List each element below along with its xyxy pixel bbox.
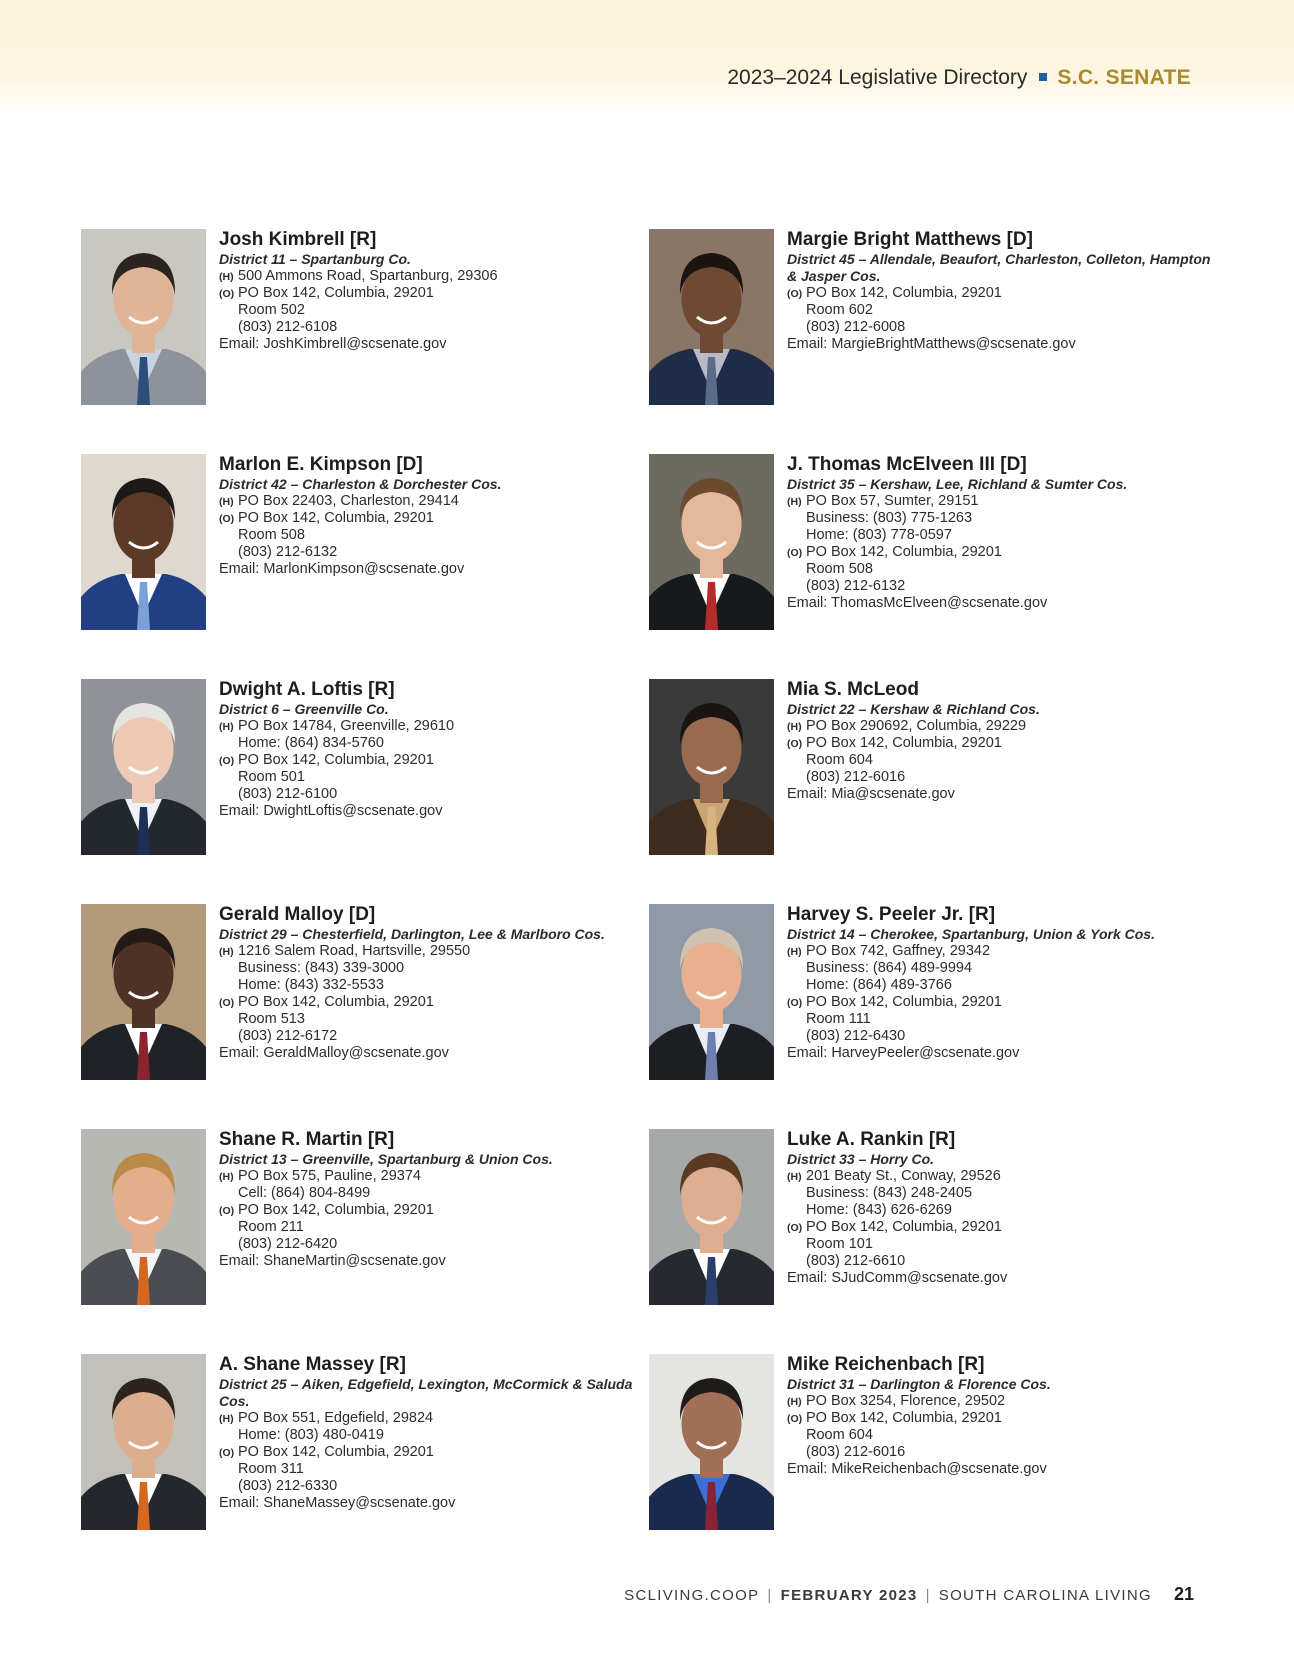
contact-line: [219, 977, 649, 994]
contact-line: [787, 977, 1217, 994]
contact-text: PO Box 142, Columbia, 29201: [806, 994, 1002, 1010]
contact-line: [219, 302, 649, 319]
senator-entry: [81, 454, 641, 634]
contact-line: [219, 1444, 649, 1461]
contact-line: [219, 943, 649, 960]
senator-contact-info: [787, 1354, 1217, 1478]
address-type-label: (H): [787, 946, 802, 958]
senator-district: District 11 – Spartanburg Co.: [219, 251, 411, 267]
contact-line: [219, 527, 649, 544]
contact-line: [787, 510, 1217, 527]
contact-text: Business: (864) 489-9994: [806, 960, 973, 976]
senator-district: District 42 – Charleston & Dorchester Cos.: [219, 476, 502, 492]
senator-email[interactable]: Email: HarveyPeeler@scsenate.gov: [787, 1045, 1020, 1061]
senator-email[interactable]: Email: MikeReichenbach@scsenate.gov: [787, 1461, 1047, 1477]
contact-line: [787, 493, 1217, 510]
contact-line: [787, 1202, 1217, 1219]
contact-line: [219, 786, 649, 803]
senator-entry: [81, 679, 641, 859]
senator-entry: [649, 904, 1209, 1084]
senator-name: Margie Bright Matthews [D]: [787, 229, 1033, 250]
contact-text: Home: (803) 480-0419: [238, 1427, 384, 1443]
address-type-label: (O): [219, 997, 235, 1009]
senator-contact-info: [219, 904, 649, 1062]
contact-text: PO Box 142, Columbia, 29201: [806, 1219, 1002, 1235]
contact-text: Room 211: [238, 1219, 304, 1235]
contact-text: Room 602: [806, 302, 873, 318]
contact-line: [219, 493, 649, 510]
contact-line: [219, 1219, 649, 1236]
contact-text: (803) 212-6430: [806, 1028, 906, 1044]
contact-text: Room 502: [238, 302, 305, 318]
senator-contact-info: [219, 1354, 649, 1512]
contact-text: Room 311: [238, 1461, 304, 1477]
contact-line: [787, 1427, 1217, 1444]
senator-name: Marlon E. Kimpson [D]: [219, 454, 423, 475]
contact-line: [219, 1478, 649, 1495]
contact-line: [219, 735, 649, 752]
senator-entry: [649, 454, 1209, 634]
senator-photo: [81, 454, 206, 630]
contact-line: [219, 960, 649, 977]
address-type-label: (H): [219, 946, 234, 958]
contact-text: Business: (803) 775-1263: [806, 510, 973, 526]
contact-text: Home: (843) 332-5533: [238, 977, 384, 993]
header-band: [0, 0, 1294, 108]
contact-text: (803) 212-6132: [806, 578, 906, 594]
senator-entry: [649, 679, 1209, 859]
footer-site: SCLIVING.COOP: [624, 1587, 760, 1604]
senator-district: District 31 – Darlington & Florence Cos.: [787, 1376, 1051, 1392]
footer-divider: |: [925, 1587, 931, 1604]
senator-email[interactable]: Email: SJudComm@scsenate.gov: [787, 1270, 1008, 1286]
contact-text: Home: (803) 778-0597: [806, 527, 952, 543]
senator-district: District 13 – Greenville, Spartanburg & Union Cos.: [219, 1151, 553, 1167]
address-type-label: (O): [787, 738, 803, 750]
contact-text: 201 Beaty St., Conway, 29526: [806, 1168, 1001, 1184]
senator-contact-info: [787, 904, 1217, 1062]
contact-line: [787, 319, 1217, 336]
senator-entry: [649, 229, 1209, 409]
contact-text: (803) 212-6420: [238, 1236, 338, 1252]
address-type-label: (O): [219, 288, 235, 300]
contact-line: [787, 943, 1217, 960]
contact-text: Room 508: [806, 561, 873, 577]
section-title: S.C. SENATE: [1057, 66, 1191, 89]
contact-text: Business: (843) 248-2405: [806, 1185, 973, 1201]
contact-line: [219, 1202, 649, 1219]
address-type-label: (H): [787, 721, 802, 733]
senator-contact-info: [219, 679, 649, 820]
senator-email[interactable]: Email: ShaneMassey@scsenate.gov: [219, 1495, 456, 1511]
contact-text: (803) 212-6008: [806, 319, 906, 335]
contact-text: Cell: (864) 804-8499: [238, 1185, 371, 1201]
contact-text: PO Box 575, Pauline, 29374: [238, 1168, 421, 1184]
contact-line: [787, 769, 1217, 786]
contact-text: (803) 212-6016: [806, 1444, 906, 1460]
contact-text: PO Box 3254, Florence, 29502: [806, 1393, 1006, 1409]
senator-name: Mia S. McLeod: [787, 679, 919, 700]
contact-line: [219, 1410, 649, 1427]
contact-line: [787, 1168, 1217, 1185]
senator-photo: [649, 229, 774, 405]
senator-email[interactable]: Email: GeraldMalloy@scsenate.gov: [219, 1045, 449, 1061]
contact-text: PO Box 142, Columbia, 29201: [238, 285, 434, 301]
address-type-label: (O): [219, 1447, 235, 1459]
contact-text: Room 501: [238, 769, 305, 785]
senator-name: J. Thomas McElveen III [D]: [787, 454, 1027, 475]
address-type-label: (H): [219, 1171, 234, 1183]
contact-line: [787, 302, 1217, 319]
footer-month: FEBRUARY 2023: [780, 1587, 918, 1604]
contact-text: Room 604: [806, 752, 873, 768]
contact-line: [219, 285, 649, 302]
contact-line: [787, 994, 1217, 1011]
contact-line: [219, 319, 649, 336]
senator-email[interactable]: Email: Mia@scsenate.gov: [787, 786, 955, 802]
contact-line: [787, 561, 1217, 578]
senator-name: Harvey S. Peeler Jr. [R]: [787, 904, 996, 925]
contact-line: [219, 752, 649, 769]
contact-text: Home: (864) 489-3766: [806, 977, 952, 993]
senator-contact-info: [787, 229, 1217, 353]
address-type-label: (O): [219, 513, 235, 525]
contact-text: PO Box 142, Columbia, 29201: [238, 1202, 434, 1218]
senator-entry: [81, 904, 641, 1084]
address-type-label: (O): [219, 1205, 235, 1217]
address-type-label: (H): [219, 271, 234, 283]
square-bullet-icon: [1039, 73, 1047, 81]
senator-entry: [81, 229, 641, 409]
senator-name: Luke A. Rankin [R]: [787, 1129, 956, 1150]
senator-email[interactable]: Email: ThomasMcElveen@scsenate.gov: [787, 595, 1048, 611]
senator-contact-info: [219, 454, 649, 578]
contact-text: PO Box 142, Columbia, 29201: [806, 735, 1002, 751]
senator-entry: [81, 1129, 641, 1309]
senator-district: District 29 – Chesterfield, Darlington, Lee & Marlboro Cos.: [219, 926, 605, 942]
contact-line: [219, 544, 649, 561]
contact-line: [219, 1185, 649, 1202]
address-type-label: (O): [787, 288, 803, 300]
contact-text: Room 513: [238, 1011, 305, 1027]
senator-district: District 14 – Cherokee, Spartanburg, Union & York Cos.: [787, 926, 1155, 942]
senator-name: Dwight A. Loftis [R]: [219, 679, 395, 700]
contact-line: [787, 718, 1217, 735]
contact-line: [219, 1028, 649, 1045]
contact-line: [787, 735, 1217, 752]
senator-photo: [81, 229, 206, 405]
address-type-label: (O): [219, 755, 235, 767]
senator-photo: [649, 679, 774, 855]
contact-text: Room 508: [238, 527, 305, 543]
address-type-label: (H): [787, 496, 802, 508]
contact-line: [787, 1410, 1217, 1427]
contact-text: (803) 212-6610: [806, 1253, 906, 1269]
address-type-label: (H): [219, 496, 234, 508]
contact-line: [787, 1393, 1217, 1410]
contact-text: PO Box 142, Columbia, 29201: [238, 510, 434, 526]
senator-entry: [81, 1354, 641, 1534]
senator-name: Josh Kimbrell [R]: [219, 229, 377, 250]
contact-line: [787, 285, 1217, 302]
contact-text: (803) 212-6132: [238, 544, 338, 560]
contact-text: PO Box 142, Columbia, 29201: [238, 994, 434, 1010]
senator-district: District 6 – Greenville Co.: [219, 701, 389, 717]
contact-line: [219, 1168, 649, 1185]
contact-text: Room 604: [806, 1427, 873, 1443]
contact-text: PO Box 22403, Charleston, 29414: [238, 493, 459, 509]
contact-text: PO Box 57, Sumter, 29151: [806, 493, 979, 509]
contact-line: [219, 268, 649, 285]
address-type-label: (H): [219, 721, 234, 733]
senator-photo: [81, 1354, 206, 1530]
senator-email[interactable]: Email: MarlonKimpson@scsenate.gov: [219, 561, 465, 577]
contact-text: Business: (843) 339-3000: [238, 960, 405, 976]
contact-text: PO Box 142, Columbia, 29201: [238, 1444, 434, 1460]
contact-text: Home: (843) 626-6269: [806, 1202, 952, 1218]
contact-text: PO Box 142, Columbia, 29201: [806, 285, 1002, 301]
senator-photo: [81, 904, 206, 1080]
address-type-label: (O): [787, 997, 803, 1009]
address-type-label: (O): [787, 1413, 803, 1425]
senator-name: Shane R. Martin [R]: [219, 1129, 395, 1150]
address-type-label: (O): [787, 1222, 803, 1234]
directory-title: 2023–2024 Legislative Directory: [727, 66, 1028, 89]
contact-line: [787, 578, 1217, 595]
contact-line: [787, 527, 1217, 544]
contact-line: [219, 769, 649, 786]
address-type-label: (H): [787, 1171, 802, 1183]
footer-magazine: SOUTH CAROLINA LIVING: [938, 1587, 1152, 1604]
contact-text: (803) 212-6100: [238, 786, 338, 802]
senator-contact-info: [219, 1129, 649, 1270]
senator-photo: [81, 679, 206, 855]
contact-line: [219, 1011, 649, 1028]
contact-line: [787, 1028, 1217, 1045]
contact-text: (803) 212-6330: [238, 1478, 338, 1494]
page-header: [727, 66, 1191, 90]
contact-line: [219, 718, 649, 735]
senator-district: District 45 – Allendale, Beaufort, Charleston, Colleton, Hampton & Jasper Cos.: [787, 251, 1211, 284]
contact-line: [787, 752, 1217, 769]
contact-text: Room 111: [806, 1011, 871, 1027]
contact-line: [787, 544, 1217, 561]
contact-line: [787, 1444, 1217, 1461]
contact-line: [219, 510, 649, 527]
contact-line: [787, 1219, 1217, 1236]
contact-line: [219, 1427, 649, 1444]
senator-name: Gerald Malloy [D]: [219, 904, 376, 925]
contact-text: 1216 Salem Road, Hartsville, 29550: [238, 943, 471, 959]
address-type-label: (H): [219, 1413, 234, 1425]
senator-district: District 25 – Aiken, Edgefield, Lexington, McCormick & Saluda Cos.: [219, 1376, 633, 1409]
contact-text: (803) 212-6108: [238, 319, 338, 335]
contact-text: Room 101: [806, 1236, 873, 1252]
senator-name: Mike Reichenbach [R]: [787, 1354, 985, 1375]
footer-divider: |: [767, 1587, 773, 1604]
senator-entry: [649, 1129, 1209, 1309]
contact-line: [787, 1253, 1217, 1270]
senator-photo: [649, 454, 774, 630]
address-type-label: (O): [787, 547, 803, 559]
contact-line: [219, 1236, 649, 1253]
contact-text: PO Box 551, Edgefield, 29824: [238, 1410, 434, 1426]
contact-text: PO Box 142, Columbia, 29201: [806, 544, 1002, 560]
address-type-label: (H): [787, 1396, 802, 1408]
senator-entry: [649, 1354, 1209, 1534]
contact-text: 500 Ammons Road, Spartanburg, 29306: [238, 268, 498, 284]
senator-email[interactable]: Email: DwightLoftis@scsenate.gov: [219, 803, 443, 819]
contact-line: [787, 960, 1217, 977]
senator-contact-info: [787, 1129, 1217, 1287]
senator-email[interactable]: Email: MargieBrightMatthews@scsenate.gov: [787, 336, 1076, 352]
senator-contact-info: [787, 454, 1217, 612]
senator-photo: [649, 1354, 774, 1530]
contact-line: [219, 994, 649, 1011]
senator-photo: [649, 904, 774, 1080]
senator-district: District 35 – Kershaw, Lee, Richland & Sumter Cos.: [787, 476, 1128, 492]
contact-text: PO Box 290692, Columbia, 29229: [806, 718, 1027, 734]
senator-district: District 22 – Kershaw & Richland Cos.: [787, 701, 1040, 717]
contact-text: (803) 212-6172: [238, 1028, 338, 1044]
senator-name: A. Shane Massey [R]: [219, 1354, 406, 1375]
contact-text: PO Box 142, Columbia, 29201: [806, 1410, 1002, 1426]
contact-text: PO Box 742, Gaffney, 29342: [806, 943, 991, 959]
senator-photo: [649, 1129, 774, 1305]
senator-contact-info: [219, 229, 649, 353]
page-number: 21: [1173, 1584, 1194, 1604]
contact-line: [787, 1011, 1217, 1028]
senator-contact-info: [787, 679, 1217, 803]
contact-text: (803) 212-6016: [806, 769, 906, 785]
senator-district: District 33 – Horry Co.: [787, 1151, 935, 1167]
page-footer: [624, 1584, 1194, 1605]
contact-text: Home: (864) 834-5760: [238, 735, 384, 751]
contact-line: [787, 1236, 1217, 1253]
contact-line: [787, 1185, 1217, 1202]
senator-photo: [81, 1129, 206, 1305]
senator-email[interactable]: Email: ShaneMartin@scsenate.gov: [219, 1253, 446, 1269]
contact-text: PO Box 142, Columbia, 29201: [238, 752, 434, 768]
contact-text: PO Box 14784, Greenville, 29610: [238, 718, 455, 734]
senator-email[interactable]: Email: JoshKimbrell@scsenate.gov: [219, 336, 447, 352]
contact-line: [219, 1461, 649, 1478]
